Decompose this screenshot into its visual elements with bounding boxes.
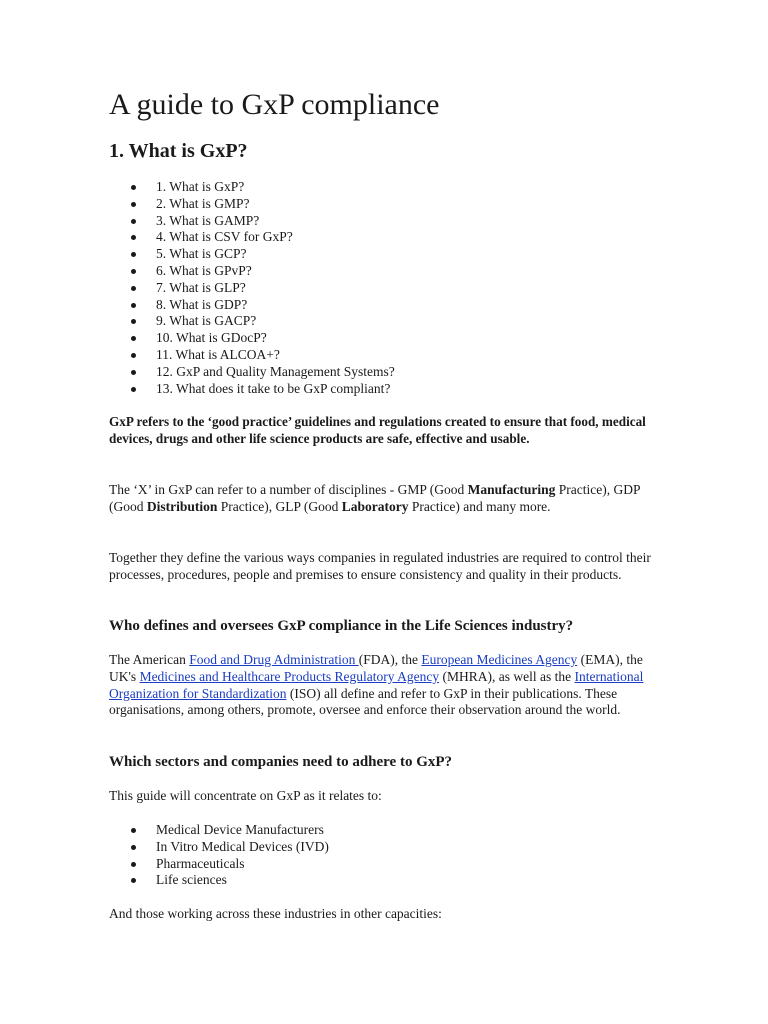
bold-term-distribution: Distribution: [146, 498, 218, 514]
lead-paragraph: GxP refers to the ‘good practice’ guidelines and regulations created to ensure that food, medical devices, drugs and other life science products are safe, effective and usable.: [109, 414, 646, 446]
bold-term-manufacturing: Manufacturing: [467, 482, 556, 497]
toc-item[interactable]: 3. What is GAMP?: [109, 213, 395, 230]
text-span: (ISO) all define and refer to GxP in their publications. These organisations, among others, promote, oversee and enforce their observation around the world.: [109, 685, 621, 718]
list-item: In Vitro Medical Devices (IVD): [109, 839, 329, 856]
toc-item[interactable]: 2. What is GMP?: [109, 196, 395, 213]
toc-item[interactable]: 5. What is GCP?: [109, 246, 395, 263]
toc-item[interactable]: 4. What is CSV for GxP?: [109, 229, 395, 246]
text-span: Practice) and many more.: [408, 498, 551, 514]
toc-item[interactable]: 7. What is GLP?: [109, 280, 395, 297]
toc-item[interactable]: 11. What is ALCOA+?: [109, 347, 395, 364]
x-disciplines-paragraph: [109, 482, 657, 516]
link-ema[interactable]: European Medicines Agency: [421, 652, 578, 667]
who-defines-heading: Who defines and oversees GxP compliance in the Life Sciences industry?: [109, 618, 574, 634]
link-iso[interactable]: International Organization for Standardization: [109, 668, 644, 701]
text-span: (MHRA), as well as the: [439, 668, 575, 684]
list-item: Pharmaceuticals: [109, 856, 329, 873]
toc-item[interactable]: 8. What is GDP?: [109, 297, 395, 314]
list-item: Life sciences: [109, 872, 329, 889]
table-of-contents: [109, 179, 395, 397]
together-paragraph: Together they define the various ways companies in regulated industries are required to control their processes, procedures, people and premises to ensure consistency and quality in their products.: [109, 550, 651, 582]
sectors-list: [109, 822, 329, 889]
text-span: Practice), GLP (Good: [217, 498, 342, 514]
sectors-heading: Which sectors and companies need to adhere to GxP?: [109, 754, 453, 770]
toc-item[interactable]: 1. What is GxP?: [109, 179, 395, 196]
toc-item[interactable]: 6. What is GPvP?: [109, 263, 395, 280]
toc-item[interactable]: 9. What is GACP?: [109, 313, 395, 330]
regulators-paragraph: [109, 652, 657, 719]
bold-term-laboratory: Laboratory: [341, 498, 409, 514]
text-span: (FDA), the: [358, 652, 422, 667]
list-item: Medical Device Manufacturers: [109, 822, 329, 839]
toc-item[interactable]: 10. What is GDocP?: [109, 330, 395, 347]
text-span: The American: [109, 652, 190, 667]
link-mhra[interactable]: Medicines and Healthcare Products Regulatory Agency: [139, 668, 440, 684]
text-span: The ‘X’ in GxP can refer to a number of disciplines - GMP (Good: [109, 482, 468, 497]
page-title: A guide to GxP compliance: [109, 88, 440, 121]
text-span: Practice), GDP (Good: [109, 482, 641, 514]
link-fda[interactable]: Food and Drug Administration: [189, 652, 359, 667]
toc-item[interactable]: 12. GxP and Quality Management Systems?: [109, 364, 395, 381]
section-heading-what-is-gxp: 1. What is GxP?: [109, 140, 248, 162]
text-span: (EMA), the UK's: [109, 652, 643, 684]
toc-item[interactable]: 13. What does it take to be GxP compliant?: [109, 381, 395, 398]
sectors-intro: This guide will concentrate on GxP as it relates to:: [109, 788, 382, 803]
closing-paragraph: And those working across these industries in other capacities:: [109, 906, 442, 921]
